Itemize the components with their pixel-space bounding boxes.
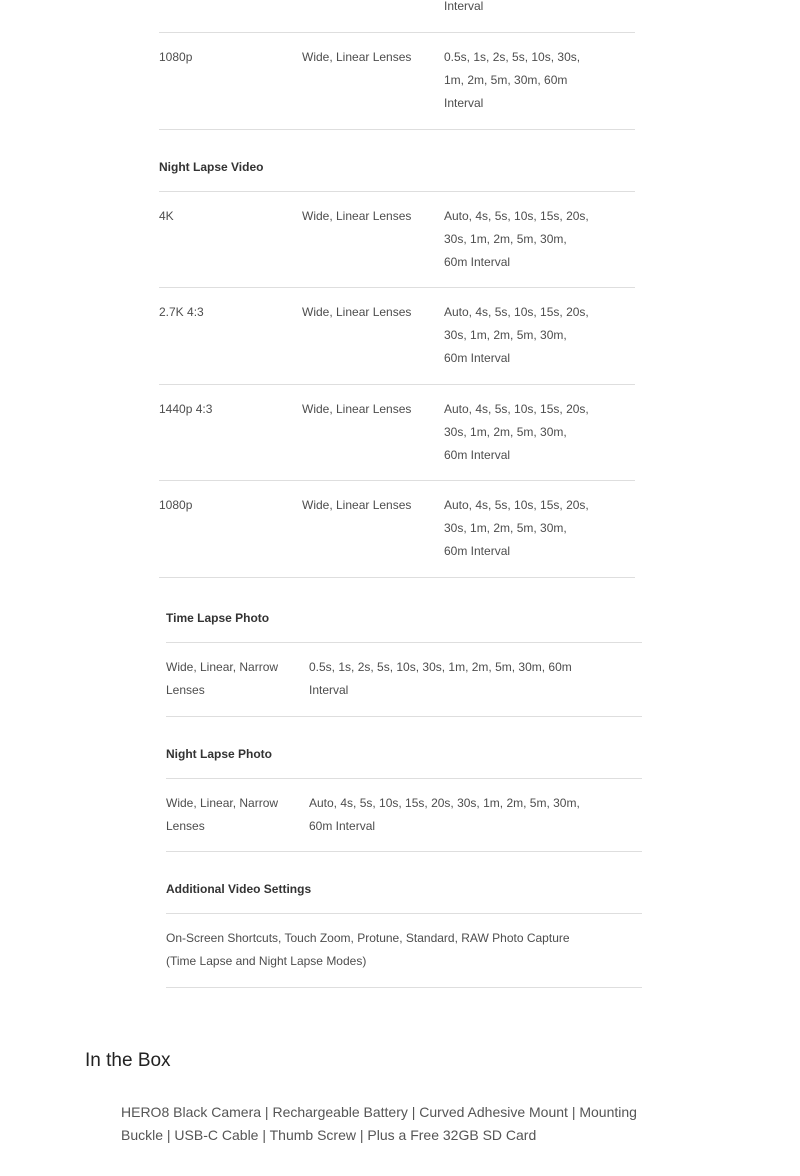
table-divider [159, 287, 635, 288]
table-divider [166, 778, 642, 779]
lens-cell-line: Wide, Linear, Narrow [166, 796, 279, 810]
interval-cell-line: Auto, 4s, 5s, 10s, 15s, 20s, [444, 498, 589, 512]
section-title-time-lapse-photo: Time Lapse Photo [166, 611, 270, 625]
in-the-box-heading: In the Box [85, 1050, 171, 1071]
section-title-night-lapse-photo: Night Lapse Photo [166, 747, 272, 761]
table-divider [159, 384, 635, 385]
interval-cell-line: 60m Interval [444, 255, 511, 269]
interval-cell-line: 30s, 1m, 2m, 5m, 30m, [444, 232, 567, 246]
table-divider [166, 913, 642, 914]
lens-cell: Wide, Linear Lenses [302, 50, 412, 64]
resolution-cell: 1080p [159, 50, 193, 64]
interval-cell-line: 30s, 1m, 2m, 5m, 30m, [444, 328, 567, 342]
table-divider [166, 987, 642, 988]
interval-cell-line: 30s, 1m, 2m, 5m, 30m, [444, 425, 567, 439]
table-divider [159, 129, 635, 130]
interval-cell-line: Auto, 4s, 5s, 10s, 15s, 20s, [444, 305, 589, 319]
lens-cell-line: Wide, Linear, Narrow [166, 660, 279, 674]
interval-cell-line: 0.5s, 1s, 2s, 5s, 10s, 30s, 1m, 2m, 5m, 30m, 60m [309, 660, 572, 674]
in-the-box-contents: HERO8 Black Camera | Rechargeable Battery | Curved Adhesive Mount | Mounting Buckle | USB-C Cable | Thumb Screw | Plus a Free 32GB SD Card [121, 1104, 637, 1143]
interval-cell-line: Interval [309, 683, 349, 697]
interval-cell-line: 60m Interval [444, 544, 511, 558]
resolution-cell: 4K [159, 209, 174, 223]
table-divider [159, 577, 635, 578]
lens-cell: Wide, Linear Lenses [302, 209, 412, 223]
lens-cell: Wide, Linear Lenses [302, 305, 412, 319]
interval-cell-line: 0.5s, 1s, 2s, 5s, 10s, 30s, [444, 50, 581, 64]
table-divider [166, 716, 642, 717]
interval-cell-line: 60m Interval [444, 448, 511, 462]
settings-text-line: (Time Lapse and Night Lapse Modes) [166, 954, 367, 968]
section-title-night-lapse-video: Night Lapse Video [159, 160, 264, 174]
interval-cell-line: Auto, 4s, 5s, 10s, 15s, 20s, [444, 209, 589, 223]
lens-cell-line: Lenses [166, 683, 205, 697]
interval-cell-line: Interval [444, 96, 484, 110]
resolution-cell: 2.7K 4:3 [159, 305, 204, 319]
section-title-additional-video-settings: Additional Video Settings [166, 882, 312, 896]
resolution-cell: 1440p 4:3 [159, 402, 213, 416]
table-divider [166, 642, 642, 643]
table-divider [166, 851, 642, 852]
interval-cell-line: Auto, 4s, 5s, 10s, 15s, 20s, [444, 402, 589, 416]
interval-cell-line: 60m Interval [444, 351, 511, 365]
interval-cell-line: 60m Interval [309, 819, 376, 833]
lens-cell: Wide, Linear Lenses [302, 402, 412, 416]
resolution-cell: 1080p [159, 498, 193, 512]
prev-row-interval-end: Interval [444, 0, 484, 13]
interval-cell-line: 1m, 2m, 5m, 30m, 60m [444, 73, 568, 87]
table-divider [159, 32, 635, 33]
interval-cell-line: 30s, 1m, 2m, 5m, 30m, [444, 521, 567, 535]
interval-cell-line: Auto, 4s, 5s, 10s, 15s, 20s, 30s, 1m, 2m, 5m, 30m, [309, 796, 580, 810]
lens-cell: Wide, Linear Lenses [302, 498, 412, 512]
lens-cell-line: Lenses [166, 819, 205, 833]
table-divider [159, 191, 635, 192]
settings-text-line: On-Screen Shortcuts, Touch Zoom, Protune, Standard, RAW Photo Capture [166, 931, 570, 945]
table-divider [159, 480, 635, 481]
